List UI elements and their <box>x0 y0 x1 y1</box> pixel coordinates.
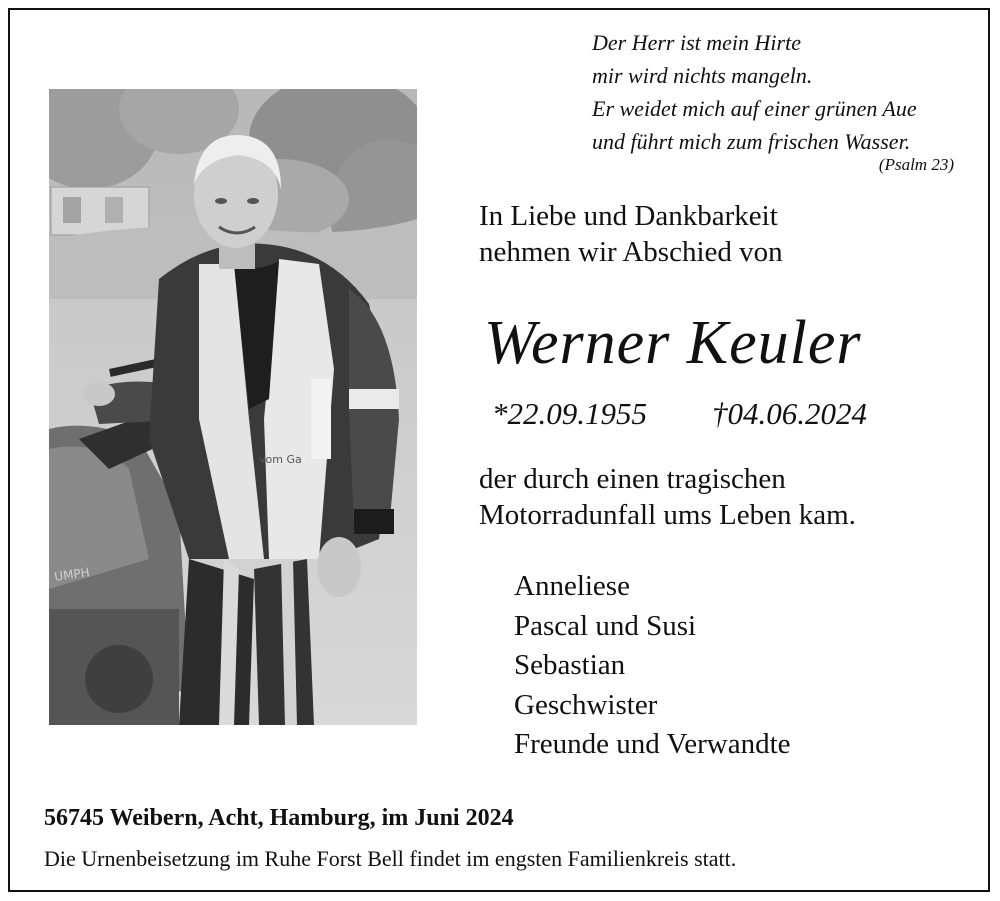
intro-text <box>479 198 783 270</box>
intro-line: nehmen wir Abschied von <box>479 236 783 268</box>
mourner-item: Sebastian <box>514 649 626 681</box>
place-and-date: 56745 Weibern, Acht, Hamburg, im Juni 2024 <box>44 805 514 831</box>
birth-date: *22.09.1955 <box>492 396 647 431</box>
burial-note: Die Urnenbeisetzung im Ruhe Forst Bell findet im engsten Familienkreis statt. <box>44 846 737 871</box>
cause-text <box>479 461 856 533</box>
portrait-photo <box>49 89 417 725</box>
cause-line: der durch einen tragischen <box>479 463 786 495</box>
mourner-item: Pascal und Susi <box>514 609 697 642</box>
vest-text: vom Ga <box>259 453 302 466</box>
mourners-list <box>514 567 791 765</box>
psalm-line: Der Herr ist mein Hirte <box>592 30 801 55</box>
bike-brand-text: UMPH <box>53 565 91 584</box>
mourner-item: Geschwister <box>514 688 658 721</box>
death-date: †04.06.2024 <box>712 396 867 431</box>
psalm-line: Er weidet mich auf einer grünen Aue <box>592 96 917 121</box>
psalm-line: und führt mich zum frischen Wasser. <box>592 129 911 154</box>
mourner-item: Anneliese <box>514 570 630 602</box>
psalm-reference: (Psalm 23) <box>878 155 954 174</box>
stone-wall <box>51 187 149 235</box>
psalm-quote <box>592 26 962 176</box>
mourner-item: Freunde und Verwandte <box>514 728 791 760</box>
intro-line: In Liebe und Dankbarkeit <box>479 200 778 232</box>
deceased-name: Werner Keuler <box>484 309 862 377</box>
cause-line: Motorradunfall ums Leben kam. <box>479 499 856 531</box>
psalm-line: mir wird nichts mangeln. <box>592 63 813 88</box>
